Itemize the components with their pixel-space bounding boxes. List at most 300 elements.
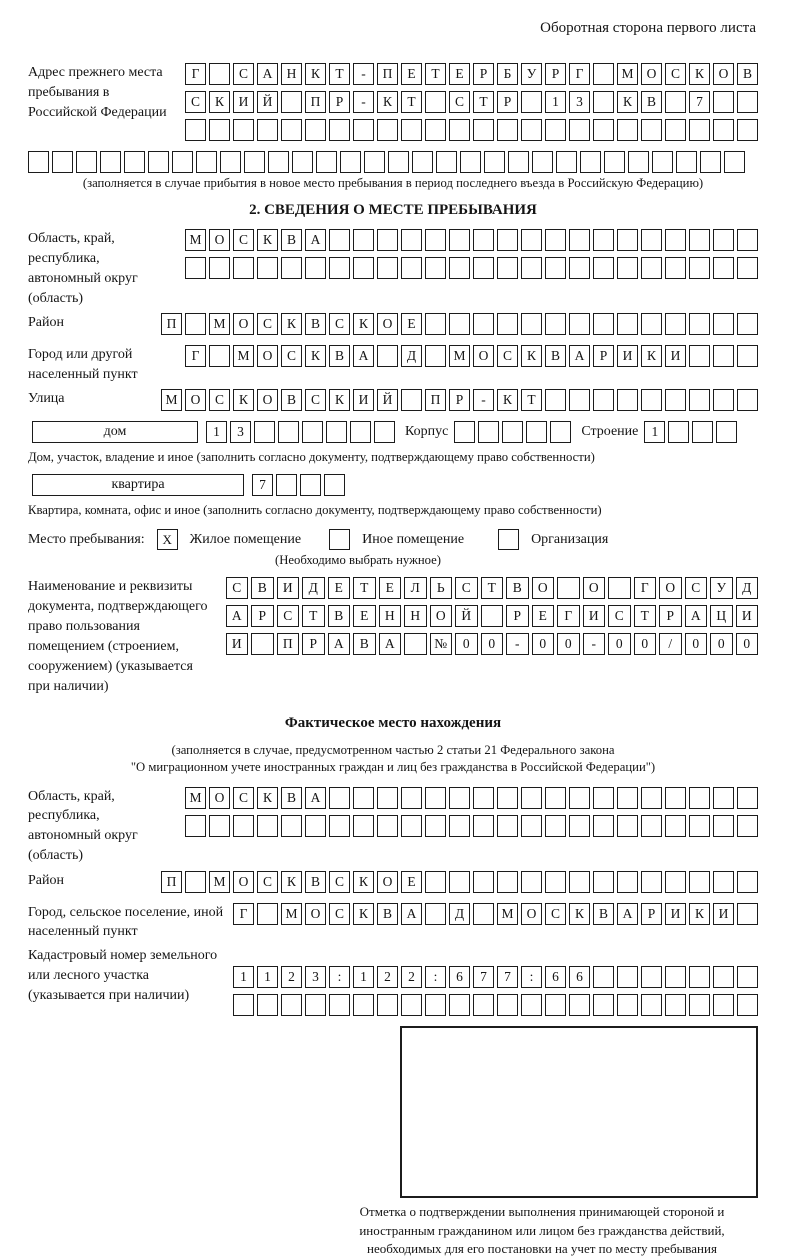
char-cell: 0 <box>557 633 580 655</box>
char-cell <box>521 91 542 113</box>
char-cell <box>545 119 566 141</box>
char-cell <box>713 389 734 411</box>
char-cell: Г <box>233 903 254 925</box>
char-cell <box>521 871 542 893</box>
char-cell <box>449 229 470 251</box>
kvartira-note: Квартира, комната, офис и иное (заполнить согласно документу, подтверждающему право собственности) <box>28 503 602 518</box>
char-cell: 3 <box>569 91 590 113</box>
org-checkbox <box>498 529 519 550</box>
raion-row <box>161 313 758 335</box>
char-cell <box>737 966 758 988</box>
char-cell <box>737 257 758 279</box>
char-cell: Т <box>521 389 542 411</box>
char-cell <box>233 815 254 837</box>
char-cell <box>473 787 494 809</box>
char-cell <box>401 815 422 837</box>
char-cell <box>473 903 494 925</box>
char-cell: К <box>257 229 278 251</box>
stroenie-cells <box>644 421 737 443</box>
char-cell: 6 <box>545 966 566 988</box>
char-cell <box>521 257 542 279</box>
char-cell: В <box>281 229 302 251</box>
char-cell <box>404 633 427 655</box>
char-cell: 0 <box>481 633 504 655</box>
char-cell: 1 <box>545 91 566 113</box>
char-cell <box>377 994 398 1016</box>
char-cell: 1 <box>644 421 665 443</box>
char-cell <box>569 389 590 411</box>
char-cell: С <box>329 903 350 925</box>
char-cell: 7 <box>497 966 518 988</box>
mesto-label: Место пребывания: <box>28 531 145 547</box>
oblast-row-2 <box>185 257 758 279</box>
char-cell <box>292 151 313 173</box>
char-cell: Е <box>401 871 422 893</box>
char-cell <box>593 966 614 988</box>
page-side-note: Оборотная сторона первого листа <box>540 20 756 36</box>
ulitsa-field <box>28 389 758 417</box>
char-cell: В <box>377 903 398 925</box>
char-cell <box>124 151 145 173</box>
char-cell <box>148 151 169 173</box>
char-cell: М <box>497 903 518 925</box>
char-cell <box>713 313 734 335</box>
char-cell: М <box>233 345 254 367</box>
char-cell: О <box>377 871 398 893</box>
char-cell <box>593 994 614 1016</box>
char-cell: Л <box>404 577 427 599</box>
char-cell <box>569 313 590 335</box>
char-cell <box>305 257 326 279</box>
char-cell <box>185 815 206 837</box>
char-cell <box>353 229 374 251</box>
char-cell <box>481 605 504 627</box>
factual-gorod-label: Город, сельское поселение, иной населенный пункт <box>28 904 224 940</box>
stamp-area-box <box>400 1026 758 1198</box>
char-cell <box>617 871 638 893</box>
char-cell <box>377 119 398 141</box>
char-cell: Г <box>185 345 206 367</box>
char-cell: К <box>281 313 302 335</box>
char-cell <box>689 815 710 837</box>
char-cell <box>257 994 278 1016</box>
char-cell: В <box>593 903 614 925</box>
char-cell: П <box>161 871 182 893</box>
gorod-row <box>185 345 758 367</box>
char-cell <box>737 871 758 893</box>
char-cell <box>593 257 614 279</box>
char-cell: И <box>277 577 300 599</box>
char-cell <box>617 257 638 279</box>
char-cell <box>556 151 577 173</box>
char-cell: 0 <box>608 633 631 655</box>
char-cell <box>665 787 686 809</box>
char-cell <box>665 966 686 988</box>
char-cell <box>425 313 446 335</box>
char-cell: Т <box>302 605 325 627</box>
char-cell: Т <box>473 91 494 113</box>
char-cell <box>641 389 662 411</box>
char-cell <box>665 119 686 141</box>
char-cell <box>300 474 321 496</box>
char-cell: О <box>257 389 278 411</box>
char-cell <box>737 345 758 367</box>
char-cell <box>401 994 422 1016</box>
char-cell <box>478 421 499 443</box>
dom-box: дом <box>32 421 198 443</box>
char-cell: К <box>617 91 638 113</box>
char-cell <box>737 389 758 411</box>
char-cell <box>617 119 638 141</box>
char-cell: В <box>328 605 351 627</box>
char-cell: 2 <box>377 966 398 988</box>
char-cell <box>593 815 614 837</box>
char-cell <box>185 313 206 335</box>
char-cell: И <box>583 605 606 627</box>
char-cell: И <box>713 903 734 925</box>
char-cell: - <box>473 389 494 411</box>
korpus-cells <box>454 421 571 443</box>
char-cell <box>473 229 494 251</box>
char-cell: С <box>233 787 254 809</box>
char-cell <box>329 787 350 809</box>
char-cell: 2 <box>281 966 302 988</box>
char-cell: 7 <box>473 966 494 988</box>
char-cell <box>617 313 638 335</box>
char-cell <box>689 257 710 279</box>
char-cell <box>377 257 398 279</box>
char-cell: О <box>233 313 254 335</box>
char-cell <box>521 994 542 1016</box>
char-cell: В <box>329 345 350 367</box>
char-cell <box>713 257 734 279</box>
char-cell <box>497 229 518 251</box>
char-cell <box>377 345 398 367</box>
char-cell: П <box>277 633 300 655</box>
char-cell <box>425 91 446 113</box>
char-cell <box>425 903 446 925</box>
char-cell <box>617 787 638 809</box>
char-cell: М <box>209 313 230 335</box>
char-cell: О <box>521 903 542 925</box>
char-cell <box>700 151 721 173</box>
char-cell: С <box>545 903 566 925</box>
char-cell <box>665 257 686 279</box>
char-cell <box>665 91 686 113</box>
char-cell: С <box>257 313 278 335</box>
char-cell <box>326 421 347 443</box>
char-cell: И <box>665 903 686 925</box>
char-cell: 0 <box>634 633 657 655</box>
char-cell <box>689 119 710 141</box>
factual-title: Фактическое место нахождения <box>284 715 502 732</box>
char-cell: М <box>617 63 638 85</box>
char-cell <box>641 313 662 335</box>
char-cell <box>353 994 374 1016</box>
char-cell: 7 <box>689 91 710 113</box>
char-cell: Г <box>185 63 206 85</box>
char-cell: С <box>233 229 254 251</box>
oblast-label: Область, край, республика, автономный округ (область) <box>28 231 138 306</box>
char-cell: К <box>497 389 518 411</box>
char-cell: Т <box>401 91 422 113</box>
char-cell: Р <box>449 389 470 411</box>
char-cell <box>617 229 638 251</box>
char-cell: К <box>377 91 398 113</box>
char-cell <box>449 313 470 335</box>
char-cell <box>449 119 470 141</box>
char-cell <box>689 994 710 1016</box>
char-cell <box>172 151 193 173</box>
char-cell <box>497 787 518 809</box>
char-cell: Й <box>377 389 398 411</box>
char-cell <box>737 787 758 809</box>
char-cell: 1 <box>257 966 278 988</box>
char-cell <box>641 229 662 251</box>
char-cell <box>545 815 566 837</box>
char-cell: И <box>233 91 254 113</box>
char-cell <box>716 421 737 443</box>
char-cell: Р <box>593 345 614 367</box>
char-cell <box>425 257 446 279</box>
char-cell: К <box>257 787 278 809</box>
char-cell <box>473 871 494 893</box>
char-cell: У <box>710 577 733 599</box>
char-cell: К <box>353 313 374 335</box>
char-cell <box>497 994 518 1016</box>
char-cell: Р <box>641 903 662 925</box>
char-cell: Е <box>328 577 351 599</box>
kadastr-row-1 <box>233 966 758 988</box>
char-cell: О <box>583 577 606 599</box>
char-cell <box>689 871 710 893</box>
char-cell: - <box>506 633 529 655</box>
char-cell <box>449 257 470 279</box>
char-cell <box>689 389 710 411</box>
char-cell <box>28 151 49 173</box>
char-cell <box>412 151 433 173</box>
char-cell: Р <box>545 63 566 85</box>
char-cell: О <box>473 345 494 367</box>
char-cell <box>652 151 673 173</box>
char-cell <box>545 787 566 809</box>
char-cell <box>353 787 374 809</box>
char-cell: П <box>377 63 398 85</box>
char-cell: А <box>305 229 326 251</box>
char-cell: И <box>226 633 249 655</box>
char-cell <box>689 345 710 367</box>
oblast-row-1 <box>185 229 758 251</box>
char-cell <box>401 257 422 279</box>
char-cell <box>425 119 446 141</box>
char-cell: С <box>185 91 206 113</box>
char-cell <box>209 815 230 837</box>
char-cell <box>521 119 542 141</box>
char-cell <box>353 815 374 837</box>
char-cell <box>185 871 206 893</box>
kadastr-label: Кадастровый номер земельного или лесного участка (указывается при наличии) <box>28 948 218 1004</box>
char-cell: О <box>209 787 230 809</box>
char-cell <box>665 313 686 335</box>
char-cell <box>350 421 371 443</box>
char-cell: - <box>583 633 606 655</box>
char-cell: К <box>689 903 710 925</box>
kadastr-field <box>28 946 758 1022</box>
char-cell <box>724 151 745 173</box>
char-cell <box>254 421 275 443</box>
char-cell <box>329 994 350 1016</box>
char-cell <box>593 313 614 335</box>
char-cell: Е <box>353 605 376 627</box>
char-cell <box>737 815 758 837</box>
char-cell: С <box>608 605 631 627</box>
char-cell: 0 <box>736 633 759 655</box>
char-cell <box>737 313 758 335</box>
char-cell <box>737 119 758 141</box>
char-cell <box>276 474 297 496</box>
char-cell <box>388 151 409 173</box>
char-cell <box>196 151 217 173</box>
char-cell <box>377 815 398 837</box>
char-cell <box>545 871 566 893</box>
char-cell: О <box>713 63 734 85</box>
char-cell: В <box>506 577 529 599</box>
gorod-field <box>28 345 758 385</box>
char-cell <box>436 151 457 173</box>
char-cell <box>608 577 631 599</box>
char-cell <box>676 151 697 173</box>
char-cell: С <box>281 345 302 367</box>
document-row-2 <box>226 605 759 627</box>
inoe-checkbox <box>329 529 350 550</box>
char-cell: К <box>641 345 662 367</box>
mesto-row <box>28 529 758 550</box>
char-cell <box>593 389 614 411</box>
char-cell <box>497 313 518 335</box>
char-cell <box>281 91 302 113</box>
char-cell <box>425 345 446 367</box>
char-cell: Г <box>569 63 590 85</box>
char-cell <box>302 421 323 443</box>
char-cell: К <box>569 903 590 925</box>
char-cell <box>521 229 542 251</box>
char-cell: К <box>233 389 254 411</box>
char-cell <box>329 119 350 141</box>
oblast-field <box>28 229 758 309</box>
char-cell: О <box>641 63 662 85</box>
char-cell <box>473 994 494 1016</box>
char-cell <box>665 229 686 251</box>
char-cell <box>569 229 590 251</box>
char-cell <box>233 119 254 141</box>
char-cell <box>305 815 326 837</box>
char-cell <box>329 257 350 279</box>
char-cell <box>473 815 494 837</box>
char-cell: № <box>430 633 453 655</box>
gorod-label: Город или другой населенный пункт <box>28 347 138 383</box>
char-cell <box>689 966 710 988</box>
char-cell: О <box>185 389 206 411</box>
char-cell: О <box>305 903 326 925</box>
char-cell: О <box>377 313 398 335</box>
kvartira-row <box>28 474 758 496</box>
prev-address-label: Адрес прежнего места пребывания в Российской Федерации <box>28 65 167 120</box>
char-cell: 2 <box>401 966 422 988</box>
char-cell <box>502 421 523 443</box>
char-cell: 1 <box>233 966 254 988</box>
char-cell <box>665 994 686 1016</box>
char-cell: С <box>497 345 518 367</box>
char-cell <box>52 151 73 173</box>
stroenie-label: Строение <box>581 423 639 439</box>
char-cell: - <box>353 91 374 113</box>
char-cell: / <box>659 633 682 655</box>
factual-note-1: (заполняется в случае, предусмотренном частью 2 статьи 21 Федерального закона <box>171 743 615 758</box>
factual-oblast-label: Область, край, республика, автономный округ (область) <box>28 788 138 864</box>
char-cell <box>521 815 542 837</box>
char-cell: О <box>233 871 254 893</box>
char-cell: А <box>226 605 249 627</box>
char-cell: К <box>305 63 326 85</box>
char-cell: Р <box>473 63 494 85</box>
document-field <box>28 577 758 705</box>
char-cell: 3 <box>230 421 251 443</box>
char-cell: С <box>209 389 230 411</box>
char-cell <box>713 119 734 141</box>
char-cell <box>449 994 470 1016</box>
char-cell: 0 <box>455 633 478 655</box>
char-cell <box>425 229 446 251</box>
char-cell <box>713 815 734 837</box>
char-cell: Ц <box>710 605 733 627</box>
factual-raion-label: Район <box>28 872 64 888</box>
char-cell: С <box>329 871 350 893</box>
char-cell: Н <box>404 605 427 627</box>
char-cell <box>454 421 475 443</box>
kadastr-row-2 <box>233 994 758 1016</box>
char-cell: 6 <box>449 966 470 988</box>
char-cell <box>278 421 299 443</box>
char-cell <box>569 815 590 837</box>
char-cell: В <box>251 577 274 599</box>
char-cell <box>641 966 662 988</box>
char-cell <box>641 994 662 1016</box>
char-cell <box>497 257 518 279</box>
char-cell: Й <box>257 91 278 113</box>
char-cell <box>233 257 254 279</box>
zhiloe-label: Жилое помещение <box>189 531 302 547</box>
char-cell <box>329 815 350 837</box>
char-cell: Г <box>634 577 657 599</box>
char-cell <box>473 257 494 279</box>
char-cell <box>401 787 422 809</box>
char-cell <box>628 151 649 173</box>
char-cell <box>545 257 566 279</box>
char-cell: - <box>353 63 374 85</box>
char-cell <box>340 151 361 173</box>
char-cell <box>665 389 686 411</box>
char-cell <box>689 313 710 335</box>
char-cell <box>425 871 446 893</box>
char-cell: Е <box>449 63 470 85</box>
char-cell: В <box>737 63 758 85</box>
char-cell: С <box>685 577 708 599</box>
raion-label: Район <box>28 315 64 331</box>
document-row-1 <box>226 577 759 599</box>
char-cell: Е <box>401 63 422 85</box>
char-cell: В <box>281 389 302 411</box>
char-cell: И <box>665 345 686 367</box>
